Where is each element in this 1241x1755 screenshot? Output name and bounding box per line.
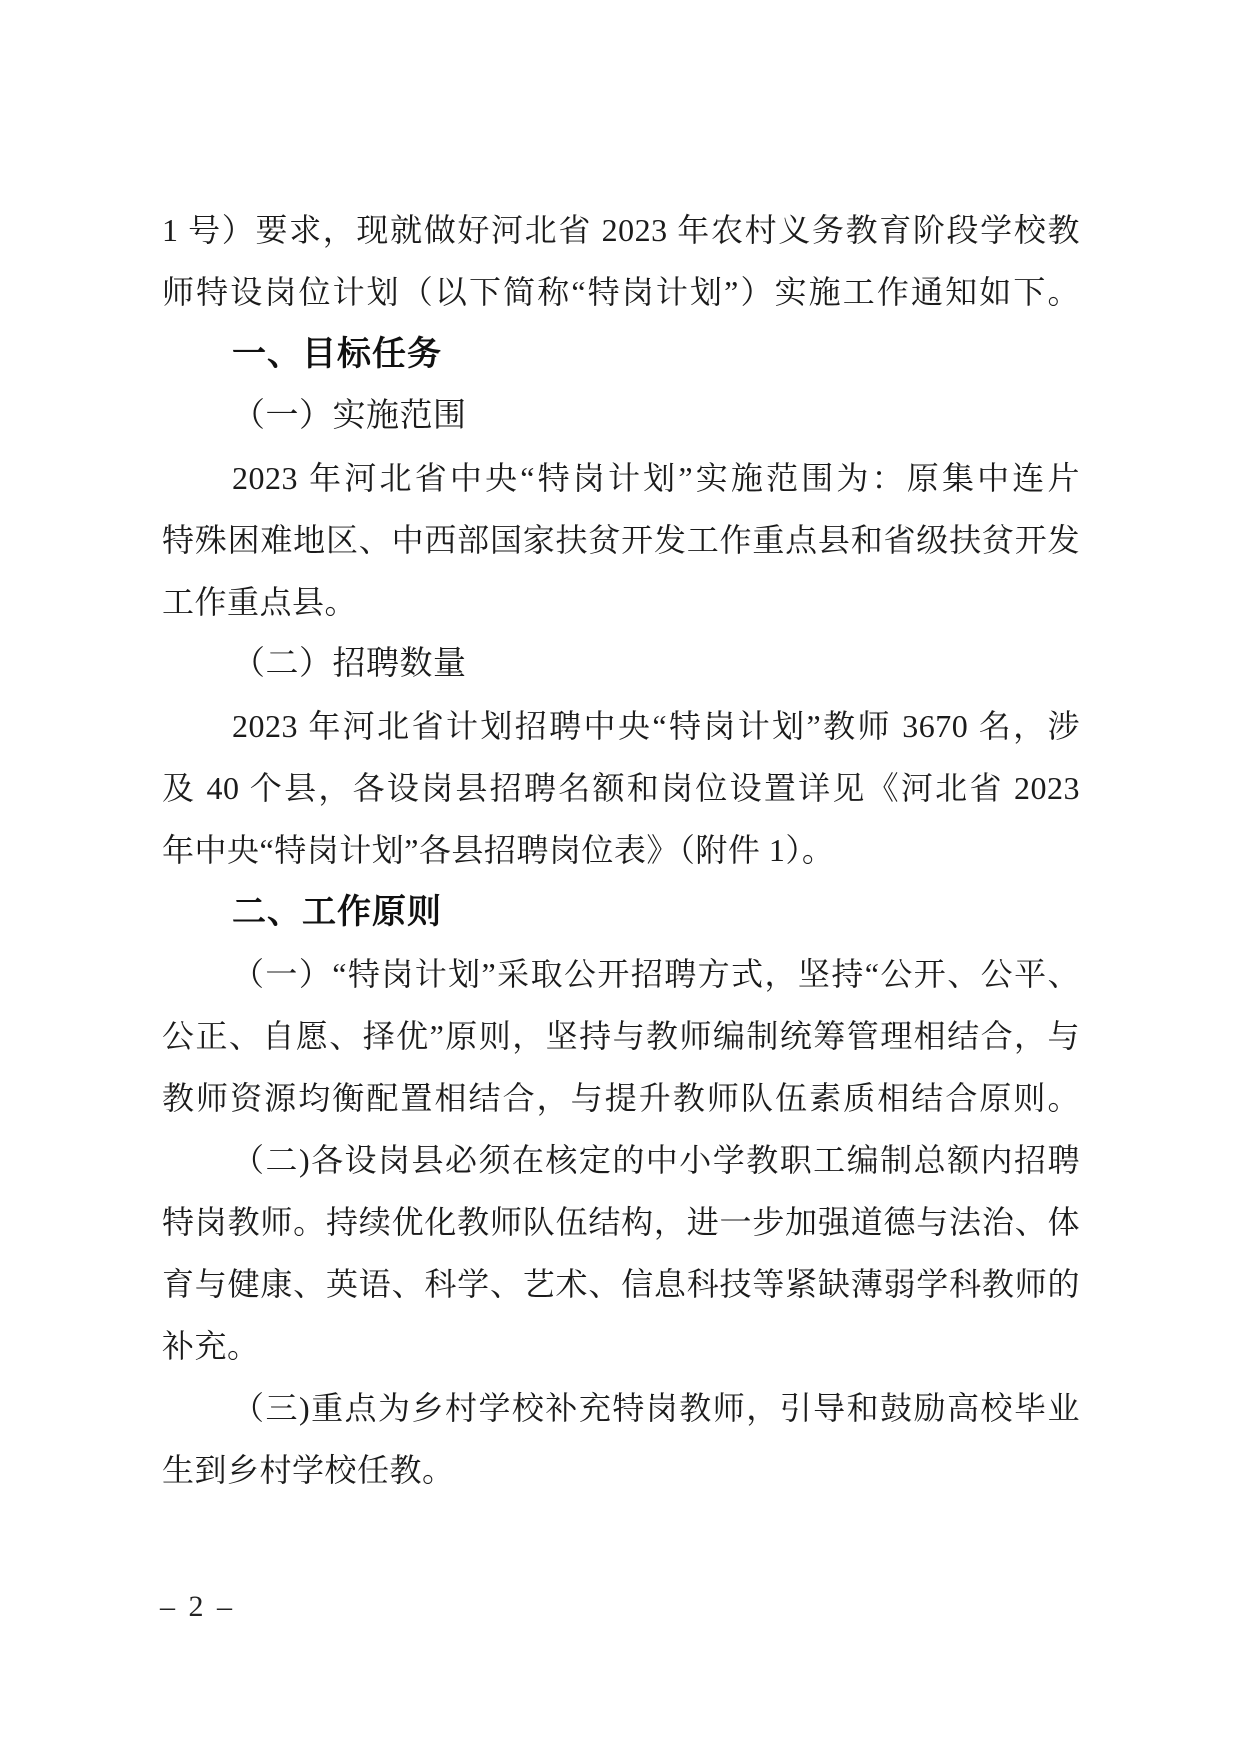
page-number: – 2 – (160, 1590, 235, 1623)
doc-line: （三)重点为乡村学校补充特岗教师，引导和鼓励高校毕业 (232, 1390, 1080, 1426)
doc-line: 工作重点县。 (162, 584, 358, 620)
doc-line: 2023 年河北省计划招聘中央“特岗计划”教师 3670 名，涉 (232, 708, 1080, 744)
doc-line: 补充。 (162, 1328, 260, 1364)
doc-line: 公正、自愿、择优”原则，坚持与教师编制统筹管理相结合，与 (162, 1018, 1080, 1054)
doc-line: 2023 年河北省中央“特岗计划”实施范围为：原集中连片 (232, 460, 1080, 496)
doc-line: 教师资源均衡配置相结合，与提升教师队伍素质相结合原则。 (162, 1080, 1080, 1116)
doc-line: （二)各设岗县必须在核定的中小学教职工编制总额内招聘 (232, 1142, 1080, 1178)
doc-line: 生到乡村学校任教。 (162, 1452, 455, 1488)
section-heading-1: 一、目标任务 (232, 335, 442, 373)
doc-line: 1 号）要求，现就做好河北省 2023 年农村义务教育阶段学校教 (162, 212, 1080, 248)
doc-line: 育与健康、英语、科学、艺术、信息科技等紧缺薄弱学科教师的 (162, 1266, 1080, 1302)
section-heading-2: 二、工作原则 (232, 893, 442, 931)
doc-line: 师特设岗位计划（以下简称“特岗计划”）实施工作通知如下。 (162, 274, 1080, 310)
doc-line: 年中央“特岗计划”各县招聘岗位表》（附件 1）。 (162, 832, 835, 868)
doc-line: 及 40 个县，各设岗县招聘名额和岗位设置详见《河北省 2023 (162, 770, 1080, 806)
doc-line: 特殊困难地区、中西部国家扶贫开发工作重点县和省级扶贫开发 (162, 522, 1080, 558)
doc-line: 特岗教师。持续优化教师队伍结构，进一步加强道德与法治、体 (162, 1204, 1080, 1240)
doc-line: （一）“特岗计划”采取公开招聘方式，坚持“公开、公平、 (232, 956, 1080, 992)
document-body (162, 199, 1080, 1501)
subsection-heading-1-2: （二）招聘数量 (232, 646, 467, 682)
subsection-heading-1-1: （一）实施范围 (232, 398, 467, 434)
